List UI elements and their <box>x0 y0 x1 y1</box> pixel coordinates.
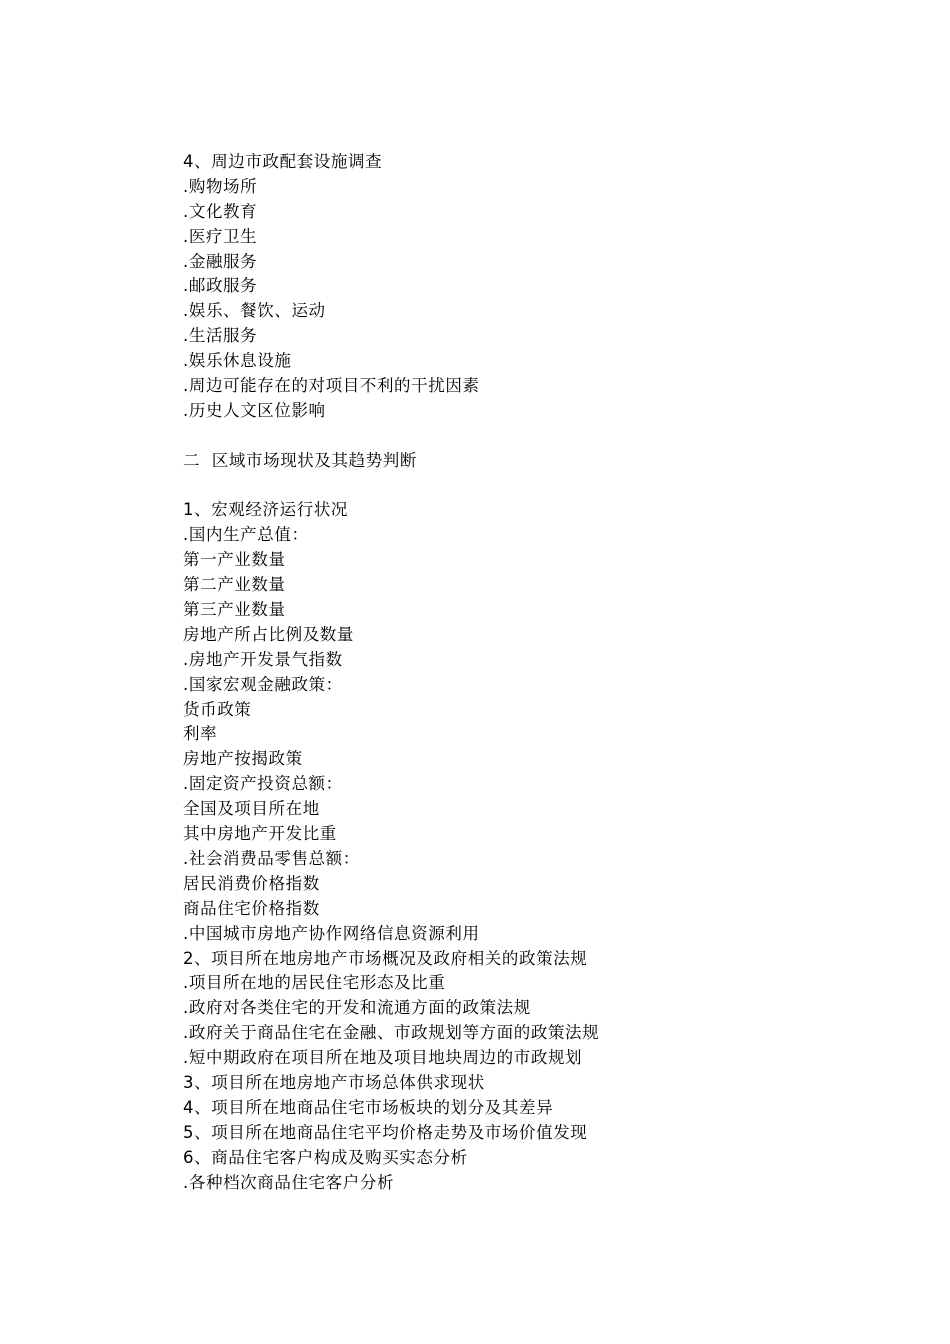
list-item: 利率 <box>183 724 218 744</box>
list-item: .娱乐、餐饮、运动 <box>183 301 326 321</box>
list-item: .国内生产总值： <box>183 525 309 545</box>
list-item: 第一产业数量 <box>183 550 286 570</box>
list-item: 第二产业数量 <box>183 575 286 595</box>
list-item: .娱乐休息设施 <box>183 351 292 371</box>
section-heading: 3、项目所在地房地产市场总体供求现状 <box>183 1072 485 1092</box>
list-item: .社会消费品零售总额： <box>183 848 360 868</box>
list-item: .国家宏观金融政策： <box>183 674 343 694</box>
list-item: 第三产业数量 <box>183 600 286 620</box>
section-heading: 4、项目所在地商品住宅市场板块的划分及其差异 <box>183 1097 554 1117</box>
list-item: .政府对各类住宅的开发和流通方面的政策法规 <box>183 998 531 1018</box>
list-item: .房地产开发景气指数 <box>183 649 343 669</box>
list-item: .历史人文区位影响 <box>183 400 326 420</box>
list-item: .短中期政府在项目所在地及项目地块周边的市政规划 <box>183 1048 583 1068</box>
list-item: .项目所在地的居民住宅形态及比重 <box>183 973 446 993</box>
section-heading: 5、项目所在地商品住宅平均价格走势及市场价值发现 <box>183 1122 588 1142</box>
list-item: .中国城市房地产协作网络信息资源利用 <box>183 923 480 943</box>
list-item: .生活服务 <box>183 326 258 346</box>
list-item: 商品住宅价格指数 <box>183 898 320 918</box>
document-body <box>183 150 883 1195</box>
chapter-title: 二 区域市场现状及其趋势判断 <box>183 450 417 470</box>
list-item: .金融服务 <box>183 251 258 271</box>
section-heading: 4、周边市政配套设施调查 <box>183 152 383 171</box>
list-item: .各种档次商品住宅客户分析 <box>183 1172 395 1192</box>
section-heading: 1、宏观经济运行状况 <box>183 500 348 520</box>
list-item: .购物场所 <box>183 176 258 196</box>
list-item: 房地产按揭政策 <box>183 749 303 769</box>
list-item: 全国及项目所在地 <box>183 799 320 819</box>
list-item: .文化教育 <box>183 201 258 221</box>
section-heading: 6、商品住宅客户构成及购买实态分析 <box>183 1147 468 1167</box>
list-item: .固定资产投资总额： <box>183 774 343 794</box>
list-item: 其中房地产开发比重 <box>183 824 337 844</box>
list-item: .邮政服务 <box>183 276 258 296</box>
blank-line <box>183 424 883 449</box>
list-item: .政府关于商品住宅在金融、市政规划等方面的政策法规 <box>183 1023 600 1043</box>
blank-line <box>183 474 883 499</box>
section-heading: 2、项目所在地房地产市场概况及政府相关的政策法规 <box>183 948 588 968</box>
list-item: 房地产所占比例及数量 <box>183 624 354 644</box>
list-item: 货币政策 <box>183 699 252 719</box>
list-item: 居民消费价格指数 <box>183 873 320 893</box>
list-item: .周边可能存在的对项目不利的干扰因素 <box>183 376 480 396</box>
list-item: .医疗卫生 <box>183 226 258 246</box>
